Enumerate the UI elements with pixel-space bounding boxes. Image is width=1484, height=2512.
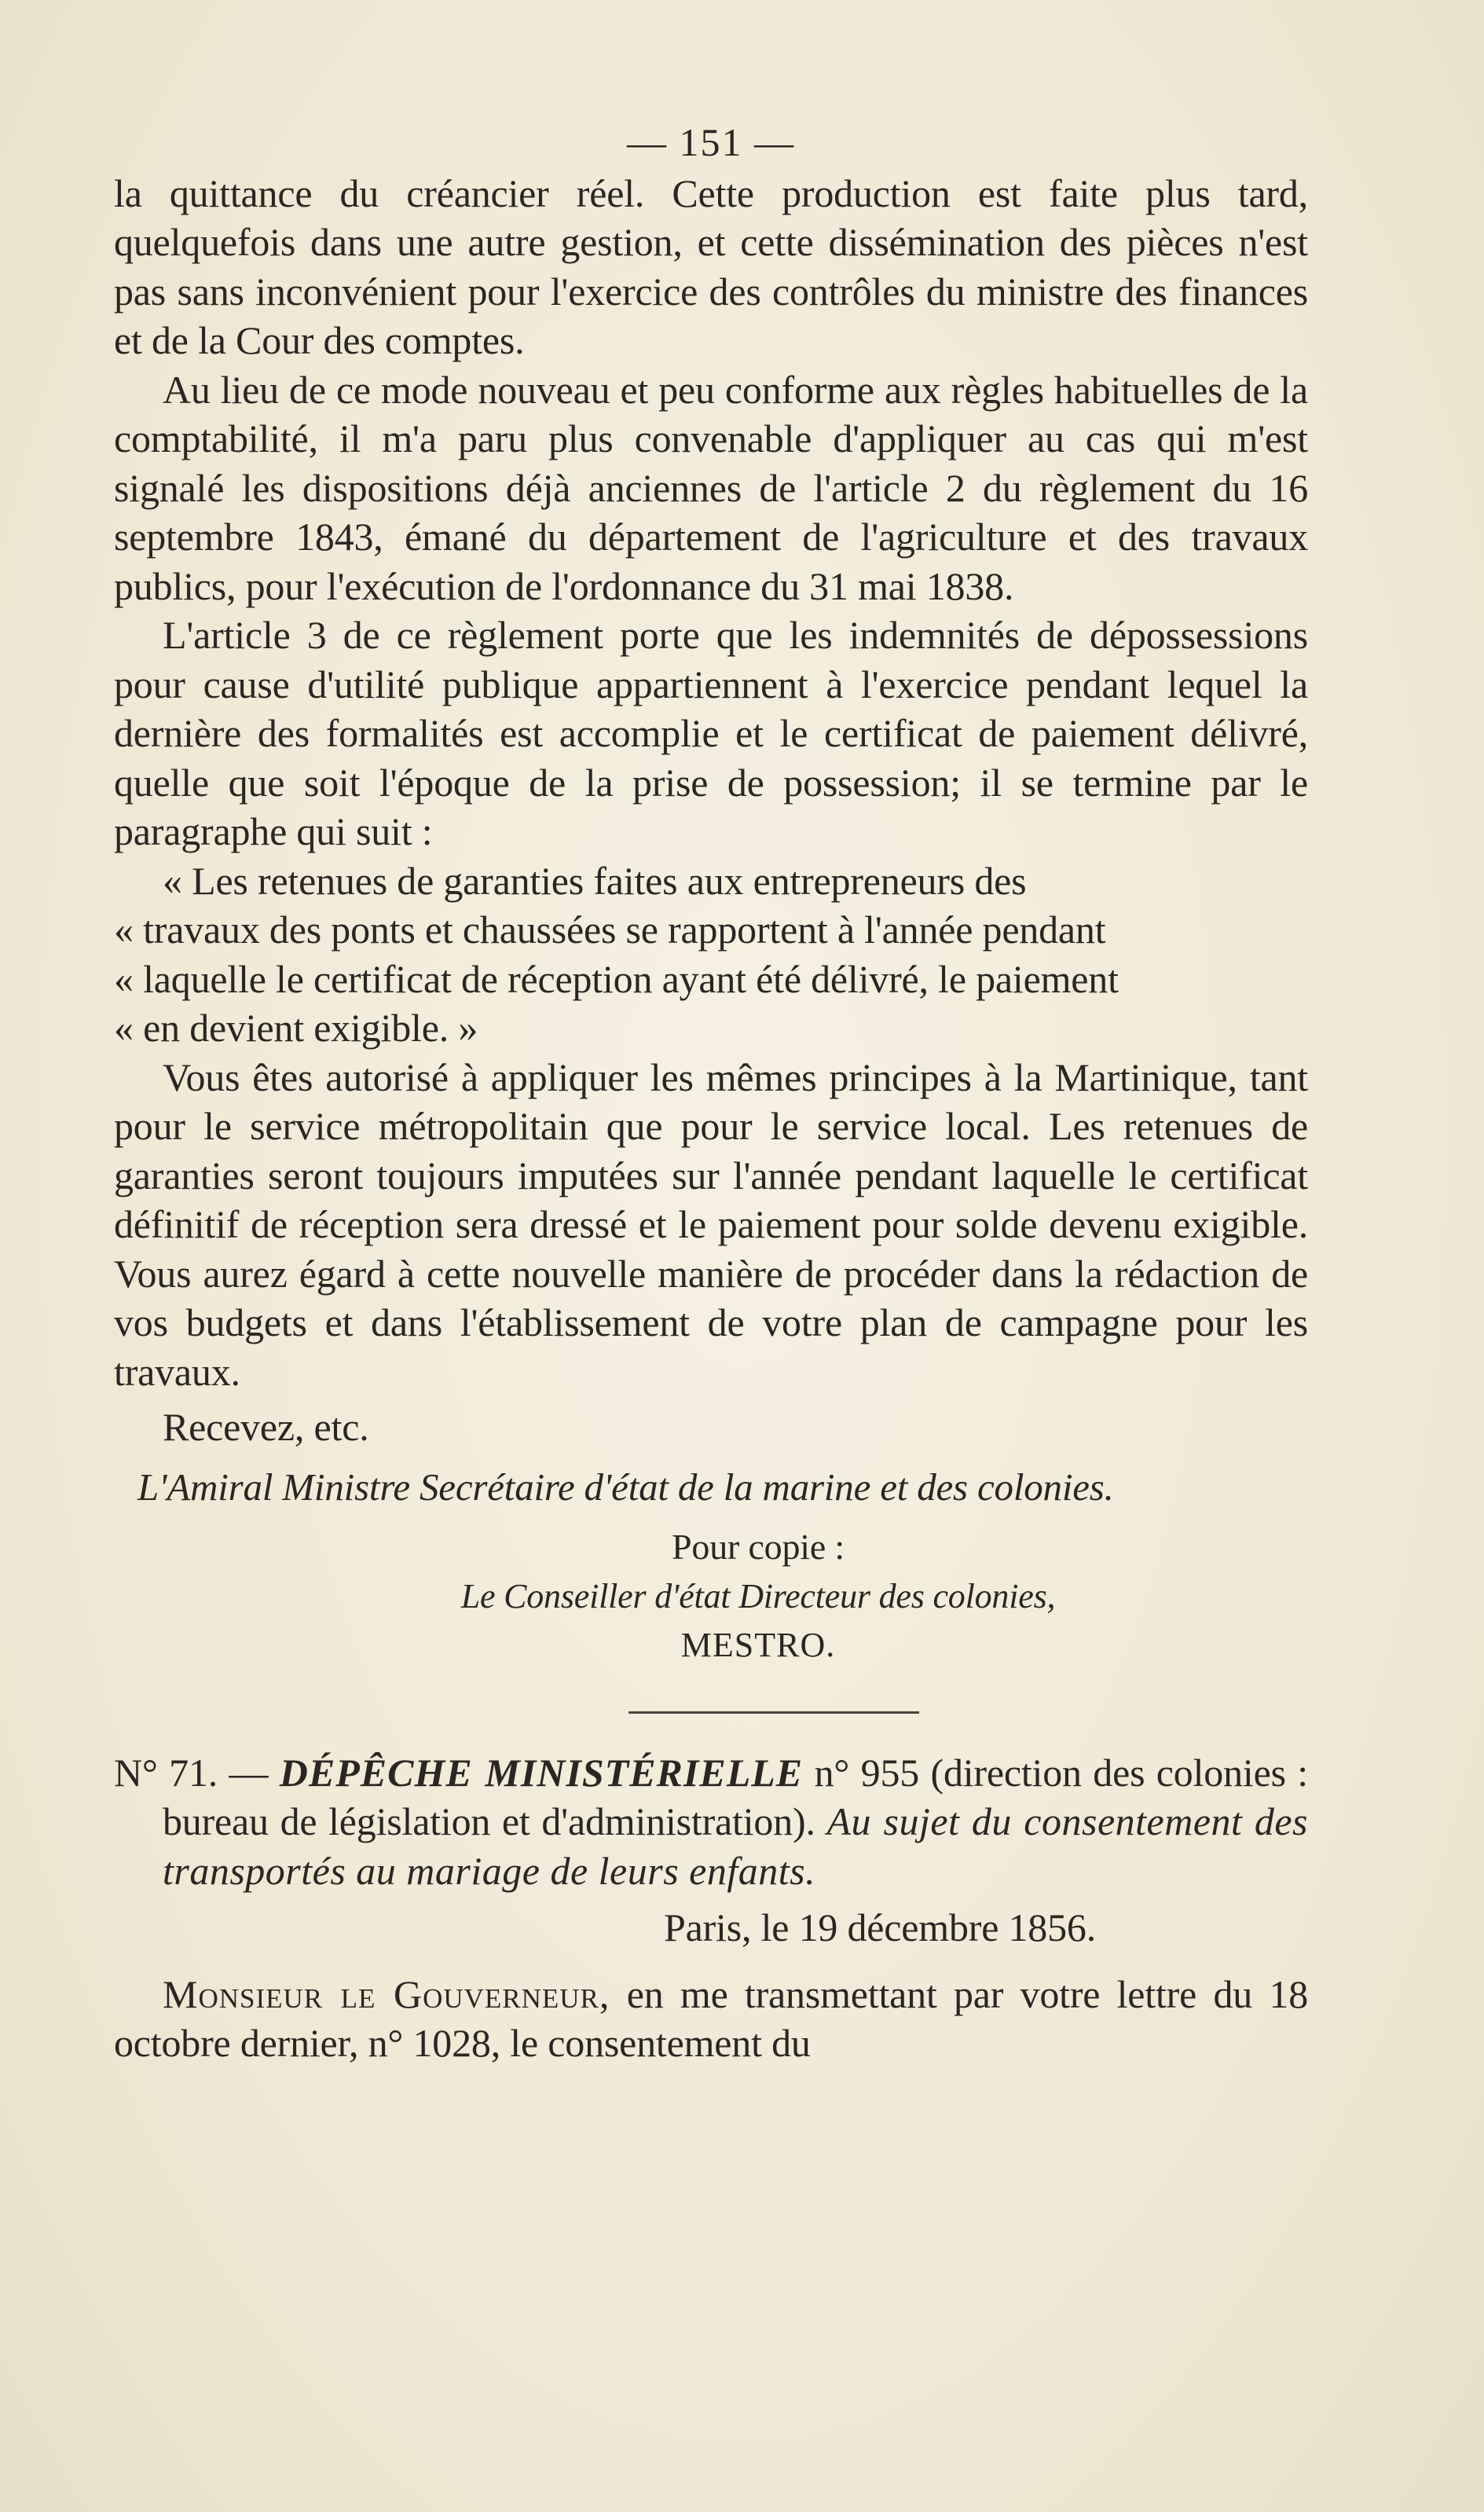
letter-text: en me transmettant par votre lettre du 18 octobre dernier, n° 1028, le consentement du xyxy=(114,1971,1308,2065)
quote-line: « travaux des ponts et chaussées se rapportent à l'année pendant xyxy=(114,908,1106,952)
paragraph-4: Vous êtes autorisé à appliquer les mêmes principes à la Martinique, tant pour le service métropolitain que pour le service local. Les retenues de garanties seront toujours imputées sur l'année pendant laquelle le certificat définitif de réception sera dressé et le paiement pour solde devenu exigible. Vous aurez égard à cette nouvelle manière de procéder dans la rédaction de vos budgets et dans l'établissement de votre plan de campagne pour les travaux. xyxy=(114,1054,1308,1394)
paragraph-3: L'article 3 de ce règlement porte que les indemnités de dépossessions pour cause d'utilité publique appartiennent à l'exercice pendant lequel la dernière des formalités est accomplie et le certificat de paiement délivré, quelle que soit l'époque de la prise de possession; il se termine par le paragraphe qui suit : xyxy=(114,613,1308,853)
quote-block xyxy=(114,856,1308,1053)
entry-subject: Au sujet du consentement des transportés au mariage de leurs enfants. xyxy=(163,1799,1309,1893)
entry-title: DÉPÊCHE MINISTÉRIELLE xyxy=(279,1750,804,1795)
page-number: — 151 — xyxy=(627,120,795,164)
letter-opening xyxy=(114,1970,1308,2068)
entry-number: N° 71. — xyxy=(114,1750,269,1795)
quote-line: « Les retenues de garanties faites aux entrepreneurs des xyxy=(163,858,1027,903)
pour-copie: Pour copie : xyxy=(672,1527,845,1567)
text-block xyxy=(114,118,1308,2068)
paragraph-2: Au lieu de ce mode nouveau et peu conforme aux règles habituelles de la comptabilité, il m'a paru plus convenable d'appliquer au cas qui m'est signalé les dispositions déjà anciennes de l'article 2 du règlement du 16 septembre 1843, émané du département de l'agriculture et des travaux publics, pour l'exécution de l'ordonnance du 31 mai 1838. xyxy=(114,367,1308,608)
closing-formula: Recevez, etc. xyxy=(163,1405,369,1449)
signatory-name: MESTRO. xyxy=(680,1626,836,1664)
dateline: Paris, le 19 décembre 1856. xyxy=(664,1905,1096,1949)
quote-line: « en devient exigible. » xyxy=(114,1006,478,1050)
section-divider xyxy=(628,1711,919,1714)
entry-heading xyxy=(114,1748,1308,1896)
paragraph-1: la quittance du créancier réel. Cette production est faite plus tard, quelquefois dans une autre gestion, et cette dissémination des pièces n'est pas sans inconvénient pour l'exercice des contrôles du ministre des finances et de la Cour des comptes. xyxy=(114,171,1308,362)
salutation: Monsieur le Gouverneur, xyxy=(163,1971,610,2016)
entry-reference: n° 955 (direction des colonies : bureau de législation et d'administration). xyxy=(163,1750,1308,1843)
conseiller-line: Le Conseiller d'état Directeur des colonies, xyxy=(460,1576,1056,1615)
signature-line: L'Amiral Ministre Secrétaire d'état de la marine et des colonies. xyxy=(137,1465,1114,1509)
quote-line: « laquelle le certificat de réception ayant été délivré, le paiement xyxy=(114,956,1119,1001)
